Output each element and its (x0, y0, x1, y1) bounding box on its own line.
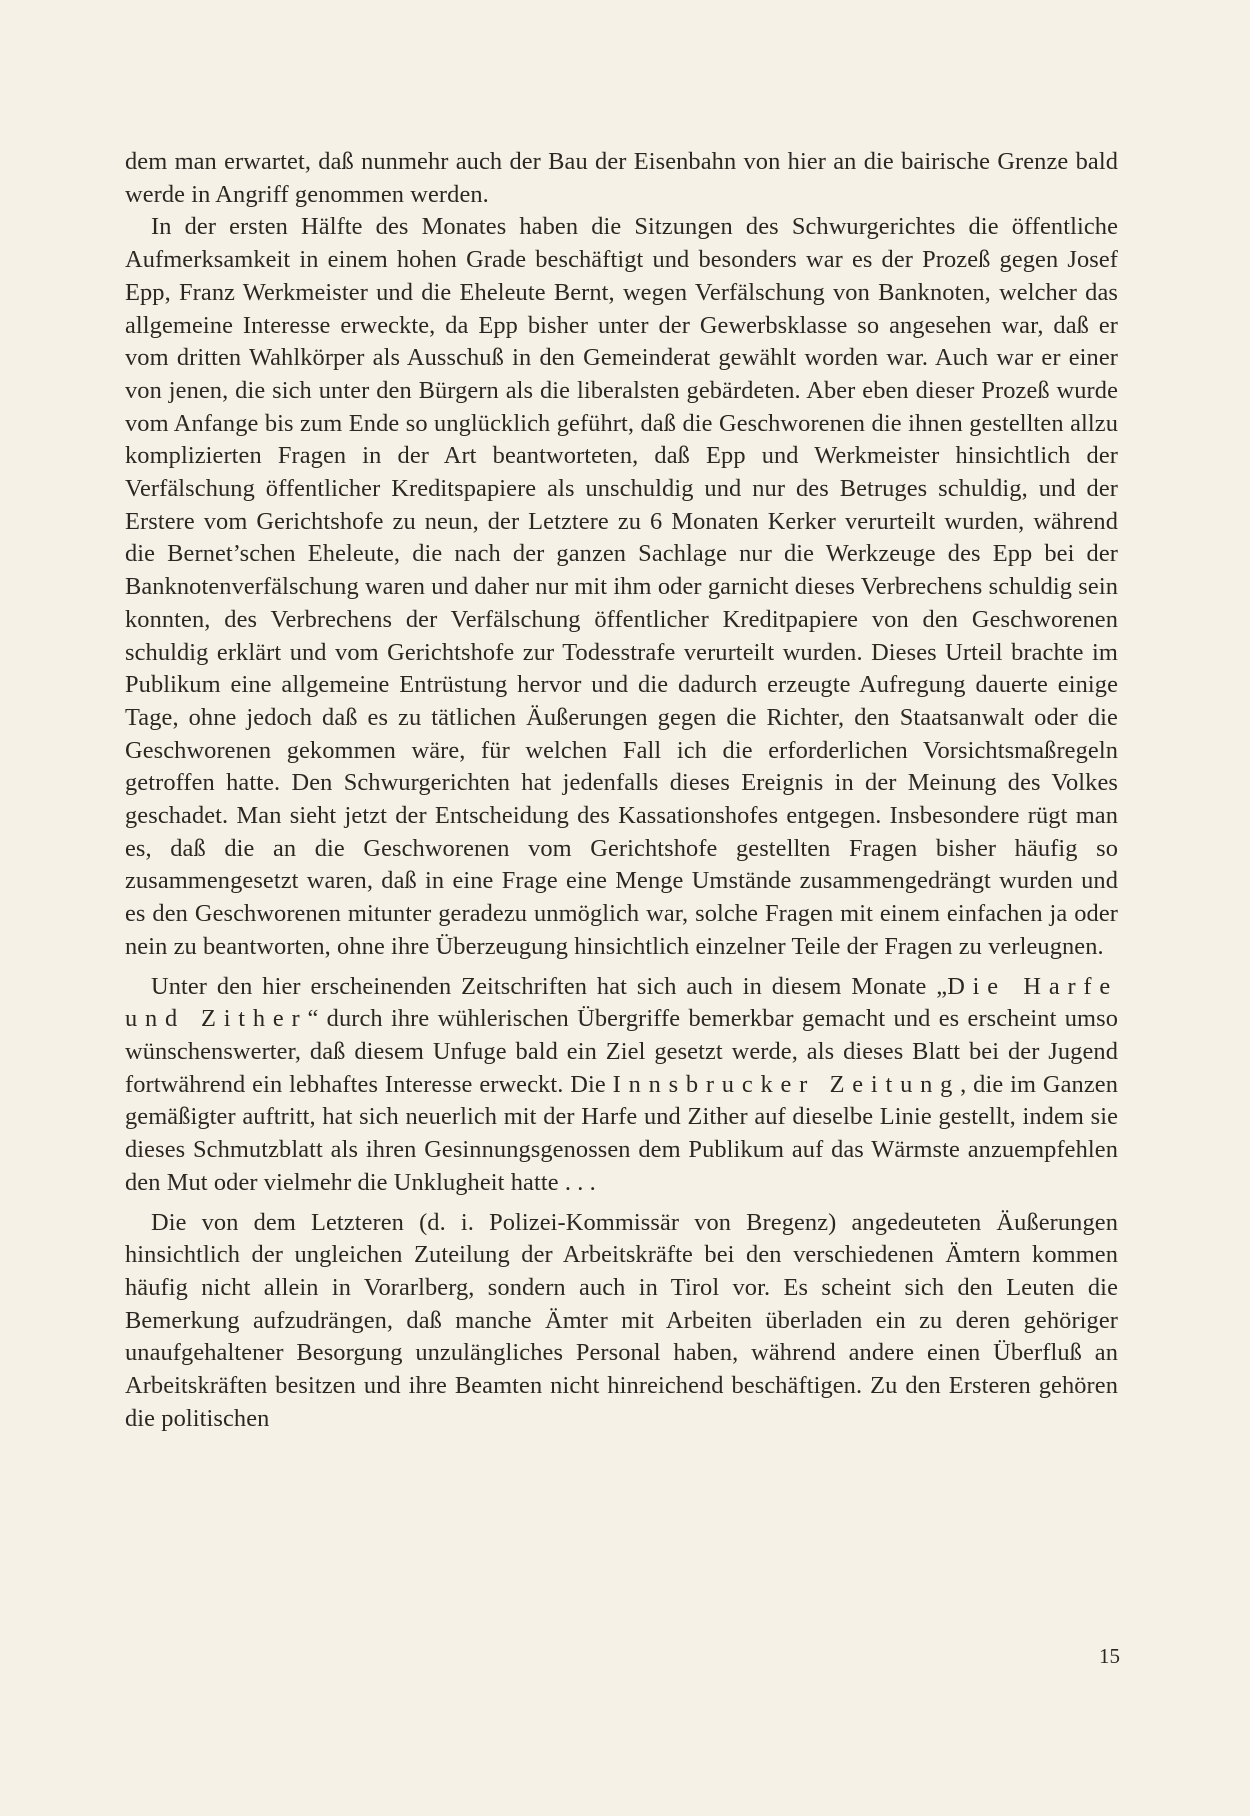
paragraph-3-text-b: “ durch ihre wühlerischen Übergriffe bemerkbar gemacht und es erscheint umso wünschenswerter, daß diesem Unfuge bald ein Ziel gesetzt werde, als dieses Blatt bei der Jugend fortwährend ein lebhaftes Interesse erweckt. Die (125, 1005, 1119, 1098)
paragraph-1-text: dem man erwartet, daß nunmehr auch der Bau der Eisenbahn von hier an die bairische Grenze bald werde in Angriff genommen werden. (125, 148, 1118, 208)
paragraph-3-text-c: , die im Ganzen gemäßigter auftritt, hat sich neuerlich mit der Harfe und Zither auf dieselbe Linie gestellt, indem sie dieses Schmutzblatt als ihren Gesinnungsgenossen dem Publikum auf das Wärmste anzuempfehlen den Mut oder vielmehr die Unklugheit hatte . . . (125, 1070, 1119, 1196)
paragraph-4 (125, 1207, 1118, 1436)
periodical-title-harfe-und-zither: Die Harfe und Zither (125, 972, 1118, 1033)
body-text (125, 146, 1118, 1435)
paragraph-2 (125, 211, 1118, 963)
paragraph-4-text: Die von dem Letzteren (d. i. Polizei-Kommissär von Bregenz) angedeuteten Äußerungen hinsichtlich der ungleichen Zuteilung der Arbeitskräfte bei den verschiedenen Ämtern kommen häufig nicht allein in Vorarlberg, sondern auch in Tirol vor. Es scheint sich den Leuten die Bemerkung aufzudrängen, daß manche Ämter mit Arbeiten überladen ein zu deren gehöriger unaufgehaltener Besorgung unzulängliches Personal haben, während andere einen Überfluß an Arbeitskräften besitzen und ihre Beamten nicht hinreichend beschäftigen. Zu den Ersteren gehören die politischen (125, 1208, 1118, 1432)
paragraph-1 (125, 146, 1118, 211)
periodical-title-innsbrucker-zeitung: Innsbrucker Zeitung (612, 1070, 961, 1098)
paragraph-3-text-a: Unter den hier erscheinenden Zeitschriften hat sich auch in diesem Monate „ (151, 972, 948, 1000)
paragraph-3 (125, 971, 1118, 1200)
paragraph-2-text: In der ersten Hälfte des Monates haben die Sitzungen des Schwurgerichtes die öffentliche Aufmerksamkeit in einem hohen Grade beschäftigt und besonders war es der Prozeß gegen Josef Epp, Franz Werkmeister und die Eheleute Bernt, wegen Verfälschung von Banknoten, welcher das allgemeine Interesse erweckte, da Epp bisher unter der Gewerbsklasse so angesehen war, daß er vom dritten Wahlkörper als Ausschuß in den Gemeinderat gewählt worden war. Auch war er einer von jenen, die sich unter den Bürgern als die liberalsten gebärdeten. Aber eben dieser Prozeß wurde vom Anfange bis zum Ende so unglücklich geführt, daß die Geschworenen die ihnen gestellten allzu komplizierten Fragen in der Art beantworteten, daß Epp und Werkmeister hinsichtlich der Verfälschung öffentlicher Kreditspapiere als unschuldig und nur des Betruges schuldig, und der Erstere vom Gerichtshofe zu neun, der Letztere zu 6 Monaten Kerker verurteilt wurden, während die Bernet’schen Eheleute, die nach der ganzen Sachlage nur die Werkzeuge des Epp bei der Banknotenverfälschung waren und daher nur mit ihm oder garnicht dieses Verbrechens schuldig sein konnten, des Verbrechens der Verfälschung öffentlicher Kreditpapiere von den Geschworenen schuldig erklärt und vom Gerichtshofe zur Todesstrafe verurteilt wurden. Dieses Urteil brachte im Publikum eine allgemeine Entrüstung hervor und die dadurch erzeugte Aufregung dauerte einige Tage, ohne jedoch daß es zu tätlichen Äußerungen gegen die Richter, den Staatsanwalt oder die Geschworenen gekommen wäre, für welchen Fall ich die erforderlichen Vorsichtsmaßregeln getroffen hatte. Den Schwurgerichten hat jedenfalls dieses Ereignis in der Meinung des Volkes geschadet. Man sieht jetzt der Entscheidung des Kassationshofes entgegen. Insbesondere rügt man es, daß die an die Geschworenen vom Gerichtshofe gestellten Fragen bisher häufig so zusammengesetzt waren, daß in eine Frage eine Menge Umstände zusammengedrängt wurden und es den Geschworenen mitunter geradezu unmöglich war, solche Fragen mit einem einfachen ja oder nein zu beantworten, ohne ihre Überzeugung hinsichtlich einzelner Teile der Fragen zu verleugnen. (125, 213, 1118, 960)
page-number: 15 (1099, 1644, 1120, 1668)
